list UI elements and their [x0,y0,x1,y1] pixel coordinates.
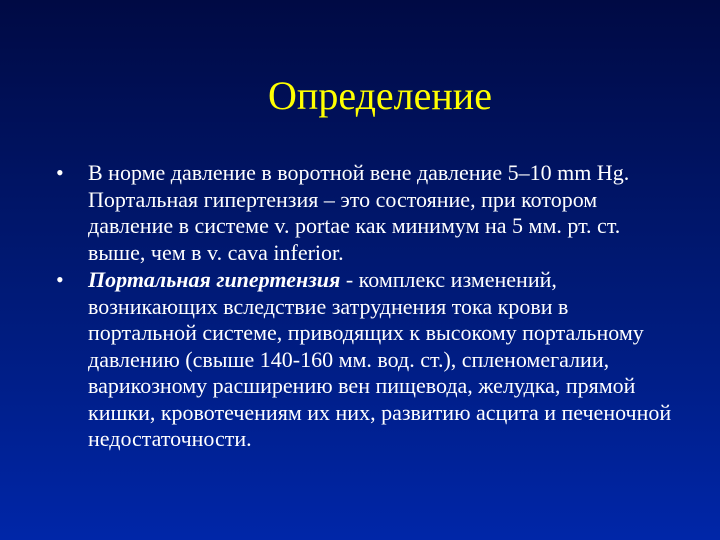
slide-body [56,160,672,453]
bullet-item-text: - комплекс изменений, возникающих вследствие затруднения тока крови в портальной системе, приводящих к высокому портальному давлению (свыше 140-160 мм. вод. ст.), спленомегалии, варикозному расширению вен пищевода, желудка, прямой кишки, кровотечениям их них, развитию асцита и печеночной недостаточности. [88,267,672,451]
term-emphasis: Портальная гипертензия [88,267,341,292]
bullet-icon: • [56,160,64,185]
bullet-item-2 [56,267,672,453]
slide-title: Определение [268,73,492,118]
bullet-item-text: В норме давление в воротной вене давление 5–10 mm Hg. Портальная гипертензия – это состояние, при котором давление в системе v. portae как минимум на 5 мм. рт. ст. выше, чем в v. cava inferior. [88,160,630,265]
bullet-icon: • [56,267,64,292]
bullet-item-1 [56,160,672,266]
